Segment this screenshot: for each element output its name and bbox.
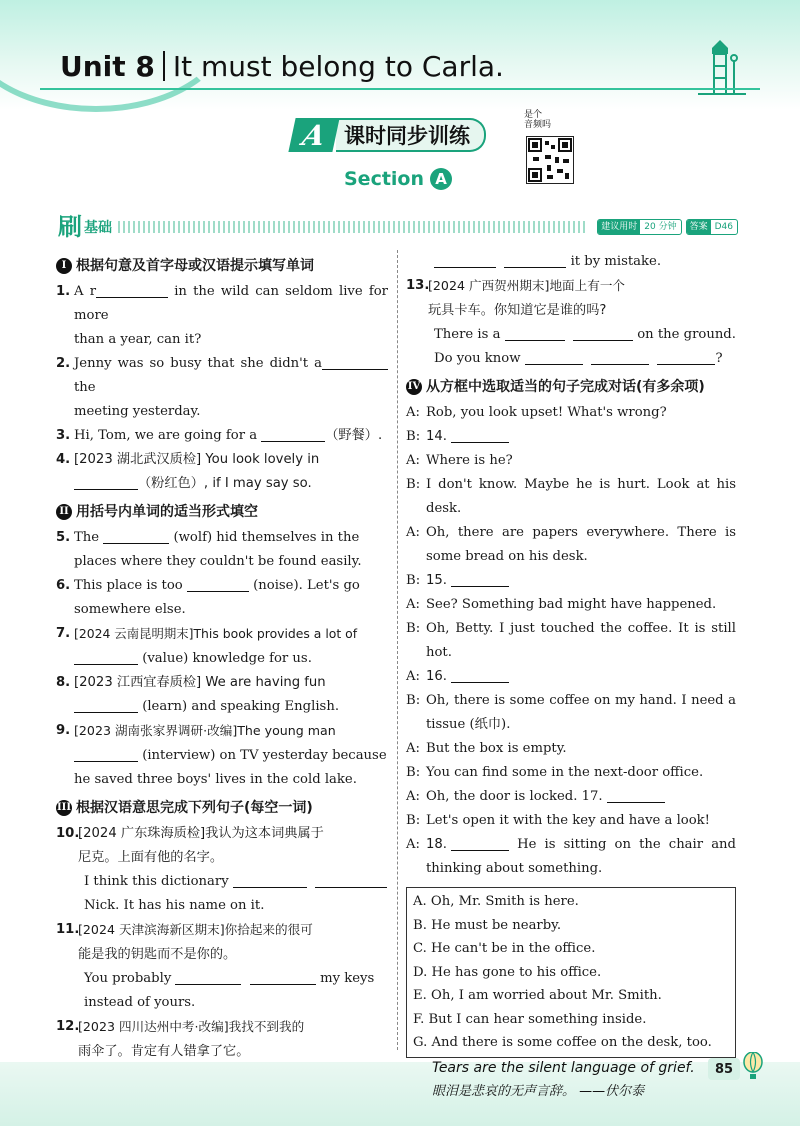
dialogue-line [406, 401, 736, 425]
question-text: Do you know [434, 351, 525, 366]
speaker-label: B: [406, 621, 421, 636]
suggested-time-value: 20 分钟 [644, 222, 677, 232]
answer-blank[interactable] [607, 787, 665, 803]
question-10-text: Nick. It has his name on it. [84, 898, 265, 913]
question-text: 雨伞了。肯定有人错拿了它。 [78, 1044, 250, 1059]
title-separator [163, 51, 165, 81]
qr-tip [524, 110, 551, 130]
suggested-time-key: 建议用时 [598, 220, 640, 234]
dialogue-text: Oh, the door is locked. 17. [426, 789, 603, 804]
qr-code-icon[interactable] [526, 136, 574, 184]
question-4 [56, 448, 388, 496]
question-1 [56, 280, 388, 352]
speaker-label: A: [406, 837, 420, 852]
speaker-label: A: [406, 741, 420, 756]
basic-bar [58, 212, 738, 241]
part-1-title: 根据句意及首字母或汉语提示填写单词 [76, 258, 314, 274]
dialogue-line [406, 761, 736, 785]
answer-blank[interactable] [74, 474, 138, 490]
question-number: 9. [56, 723, 71, 738]
speaker-label: A: [406, 597, 420, 612]
question-text: places where they couldn't be found easily. [74, 554, 362, 569]
part-2-numeral: II [56, 504, 72, 520]
part-4-numeral: IV [406, 379, 422, 395]
question-number: 10. [56, 826, 80, 841]
dialogue-line [406, 809, 736, 833]
options-box [406, 887, 736, 1058]
quote-english: Tears are the silent language of grief. [432, 1060, 695, 1076]
question-text: [2023 湖南张家界调研·改编]The young man [74, 723, 336, 738]
question-number: 5. [56, 530, 71, 545]
answer-blank[interactable] [505, 325, 565, 341]
lesson-badge-letter: A [288, 118, 339, 152]
question-text: （野餐）. [325, 428, 383, 443]
question-text: [2024 天津滨海新区期末]你拾起来的很可 [78, 922, 313, 937]
balloon-icon [742, 1052, 764, 1080]
brush-label: 刷 [58, 212, 82, 241]
question-5 [56, 526, 388, 574]
question-text: meeting yesterday. [74, 404, 201, 419]
unit-name: It must belong to Carla. [172, 50, 504, 83]
question-number: 4. [56, 452, 71, 467]
answer-ref-value: D46 [714, 222, 733, 232]
speaker-label: B: [406, 429, 421, 444]
question-3 [56, 424, 388, 448]
part-2-title: 用括号内单词的适当形式填空 [76, 504, 258, 520]
dialogue-text: See? Something bad might have happened. [426, 597, 717, 612]
question-text: somewhere else. [74, 602, 186, 617]
option-item: B. He must be nearby. [413, 917, 562, 933]
speaker-label: B: [406, 765, 421, 780]
column-divider [397, 250, 398, 1050]
dialogue-text: 14. [426, 429, 447, 444]
option-item: D. He has gone to his office. [413, 964, 602, 980]
right-column [406, 250, 736, 1058]
lighthouse-icon [690, 40, 750, 100]
dialogue-text: I don't know. Maybe he is hurt. Look at his desk. [426, 477, 736, 516]
speaker-label: A: [406, 789, 420, 804]
section-word: Section [344, 168, 425, 190]
dialogue-text: You can find some in the next-door office. [426, 765, 704, 780]
answer-blank[interactable] [315, 872, 387, 888]
question-number: 2. [56, 356, 71, 371]
answer-ref-chip [686, 219, 738, 235]
section-letter: A [430, 168, 452, 190]
question-text: he saved three boys' lives in the cold lake. [74, 772, 357, 787]
unit-number: Unit 8 [60, 50, 155, 83]
dialogue-text: Rob, you look upset! What's wrong? [426, 405, 667, 420]
question-text: it by mistake. [566, 254, 662, 269]
dialogue-line [406, 833, 736, 881]
question-11-text: instead of yours. [84, 995, 196, 1010]
part-4-title: 从方框中选取适当的句子完成对话(有多余项) [426, 379, 705, 395]
question-text: [2023 江西宜春质检] We are having fun [74, 675, 326, 690]
section-title [344, 168, 452, 190]
question-11-answer-line [56, 967, 388, 991]
dialogue-line [406, 521, 736, 569]
question-number: 8. [56, 675, 71, 690]
qr-tip-line-1: 是个 [524, 110, 543, 120]
question-text: [2024 广东珠海质检]我认为这本词典属于 [78, 826, 324, 841]
answer-blank[interactable] [322, 354, 388, 370]
dialogue-text: But the box is empty. [426, 741, 567, 756]
qr-code-block[interactable] [524, 110, 580, 186]
speaker-label: B: [406, 477, 421, 492]
part-1-heading [56, 254, 388, 278]
question-text: in the wild can seldom live for more [74, 284, 388, 323]
part-3-numeral: III [56, 800, 72, 816]
question-text: A r [74, 284, 97, 299]
question-text: （粉红色）, if I may say so. [138, 476, 312, 491]
answer-blank[interactable] [233, 872, 307, 888]
question-text: 玩具卡车。你知道它是谁的吗? [428, 303, 607, 318]
question-8 [56, 671, 388, 719]
dialogue-line [406, 617, 736, 665]
answer-blank[interactable] [74, 649, 138, 665]
question-text: This place is too [74, 578, 187, 593]
option-item: F. But I can hear something inside. [413, 1011, 647, 1027]
dialogue-text: He is sitting on the chair and thinking about something. [426, 837, 736, 876]
answer-blank[interactable] [250, 969, 316, 985]
dialogue-line [406, 593, 736, 617]
dialogue-line [406, 569, 736, 593]
option-item: G. And there is some coffee on the desk, too. [413, 1035, 712, 1050]
dialogue-line [406, 689, 736, 737]
part-4-heading [406, 375, 736, 399]
question-text: Hi, Tom, we are going for a [74, 428, 262, 443]
question-10 [56, 822, 388, 870]
question-text: [2023 四川达州中考·改编]我找不到我的 [78, 1019, 305, 1034]
basic-label: 基础 [84, 220, 112, 236]
question-text: on the ground. [633, 327, 736, 342]
question-text: (wolf) hid themselves in the [169, 530, 360, 545]
answer-blank[interactable] [451, 571, 509, 587]
dialogue-line [406, 449, 736, 473]
speaker-label: A: [406, 669, 420, 684]
question-text: (interview) on TV yesterday because [138, 748, 387, 763]
question-2 [56, 352, 388, 424]
question-10-answer-line [56, 870, 388, 894]
dialogue-line [406, 737, 736, 761]
answer-key: 答案 [687, 220, 711, 234]
qr-tip-line-2: 音频吗 [524, 120, 552, 130]
dialogue-line [406, 473, 736, 521]
answer-blank[interactable] [525, 349, 583, 365]
left-column [56, 250, 388, 1088]
question-number: 7. [56, 626, 71, 641]
question-number: 13. [406, 278, 430, 293]
question-13 [406, 274, 736, 323]
dialogue-line [406, 785, 736, 809]
dialogue-text: Let's open it with the key and have a look! [426, 813, 710, 828]
question-text: than a year, can it? [74, 332, 202, 347]
question-text: [2023 湖北武汉质检] You look lovely in [74, 452, 320, 467]
question-number: 3. [56, 428, 71, 443]
question-13-answer-line-2 [406, 347, 736, 371]
question-text: Jenny was so busy that she didn't a [74, 356, 322, 371]
option-item: C. He can't be in the office. [413, 941, 596, 956]
answer-blank[interactable] [74, 746, 138, 762]
question-13-answer-line-1 [406, 323, 736, 347]
part-3-title: 根据汉语意思完成下列句子(每空一词) [76, 800, 313, 816]
question-text: There is a [434, 327, 505, 342]
lesson-title: 课时同步训练 [336, 118, 486, 152]
answer-blank[interactable] [451, 427, 509, 443]
question-text: 能是我的钥匙而不是你的。 [78, 947, 237, 962]
suggested-time-chip [597, 219, 681, 235]
unit-title [60, 50, 504, 83]
answer-blank[interactable] [451, 835, 509, 851]
answer-blank[interactable] [103, 528, 169, 544]
lesson-badge [292, 118, 486, 152]
dialogue-line [406, 665, 736, 689]
answer-blank[interactable] [573, 325, 633, 341]
decorative-stripes [118, 221, 587, 233]
question-text: [2024 云南昆明期末]This book provides a lot of [74, 626, 358, 641]
question-9 [56, 719, 388, 792]
speaker-label: B: [406, 693, 421, 708]
part-1-numeral: I [56, 258, 72, 274]
question-number: 11. [56, 922, 80, 937]
option-item: A. Oh, Mr. Smith is here. [413, 894, 579, 909]
question-text: 尼克。上面有他的名字。 [78, 850, 224, 865]
answer-blank[interactable] [657, 349, 715, 365]
dialogue-text: 16. [426, 669, 447, 684]
question-12-continued [406, 250, 736, 274]
question-number: 1. [56, 284, 71, 299]
answer-blank[interactable] [451, 667, 509, 683]
dialogue-text: 15. [426, 573, 447, 588]
question-text: (value) knowledge for us. [138, 651, 312, 666]
question-text: You probably [84, 971, 176, 986]
dialogue-text: Where is he? [426, 453, 513, 468]
question-7 [56, 622, 388, 671]
question-text: my keys [315, 971, 375, 986]
answer-blank[interactable] [74, 697, 138, 713]
quote-chinese: 眼泪是悲哀的无声言辞。 ——伏尔泰 [432, 1084, 645, 1099]
question-text: (noise). Let's go [248, 578, 360, 593]
speaker-label: A: [406, 405, 420, 420]
answer-blank[interactable] [434, 252, 496, 268]
answer-blank[interactable] [261, 426, 325, 442]
dialogue [406, 401, 736, 881]
dialogue-text: 18. [426, 837, 447, 852]
dialogue-text: Oh, there are papers everywhere. There is some bread on his desk. [426, 525, 736, 564]
dialogue-text: Oh, Betty. I just touched the coffee. It is still hot. [426, 621, 736, 660]
answer-blank[interactable] [504, 252, 566, 268]
dialogue-text: Oh, there is some coffee on my hand. I need a tissue (纸巾). [426, 693, 736, 732]
question-text: the [74, 380, 96, 395]
page-number: 85 [708, 1058, 740, 1080]
answer-blank[interactable] [96, 282, 168, 298]
answer-blank[interactable] [591, 349, 649, 365]
header-rule [40, 88, 760, 90]
question-11 [56, 918, 388, 967]
question-text: The [74, 530, 104, 545]
question-text: [2024 广西贺州期末]地面上有一个 [428, 278, 626, 293]
question-12 [56, 1015, 388, 1064]
question-number: 12. [56, 1019, 80, 1034]
answer-blank[interactable] [187, 576, 249, 592]
speaker-label: A: [406, 525, 420, 540]
question-text: ? [715, 351, 723, 366]
speaker-label: B: [406, 573, 421, 588]
answer-blank[interactable] [175, 969, 241, 985]
question-text: (learn) and speaking English. [138, 699, 340, 714]
part-3-heading [56, 796, 388, 820]
speaker-label: B: [406, 813, 421, 828]
option-item: E. Oh, I am worried about Mr. Smith. [413, 988, 662, 1003]
speaker-label: A: [406, 453, 420, 468]
question-text: I think this dictionary [84, 874, 233, 889]
question-6 [56, 574, 388, 622]
part-2-heading [56, 500, 388, 524]
dialogue-line [406, 425, 736, 449]
question-number: 6. [56, 578, 71, 593]
